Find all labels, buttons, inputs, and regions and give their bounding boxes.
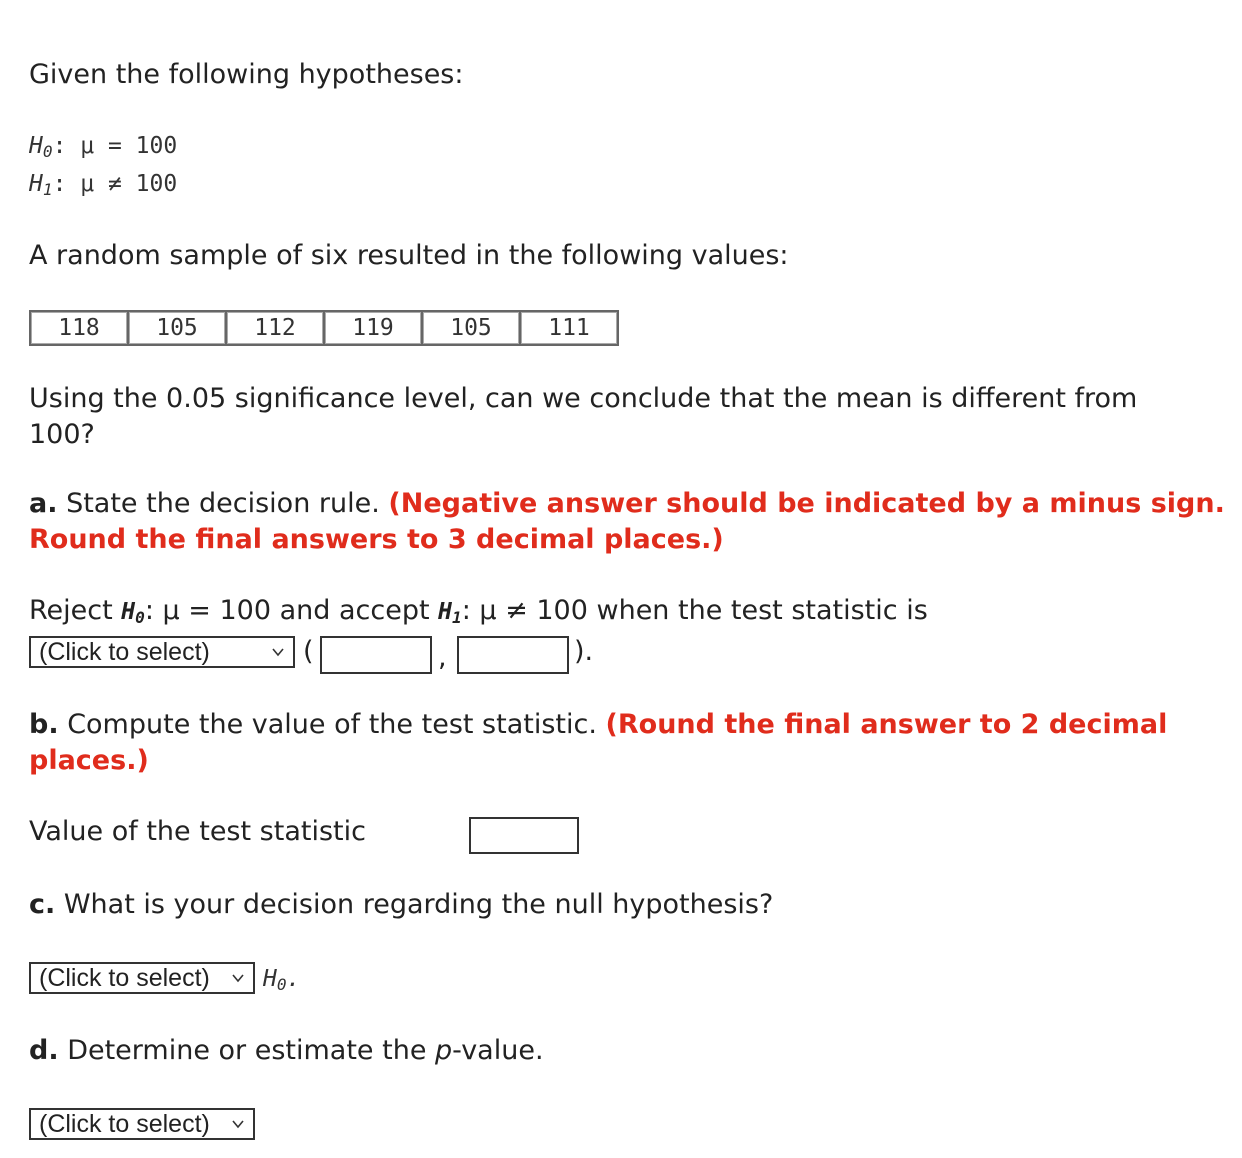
h0-label: $H_0$	[29, 133, 53, 162]
h1-statement: : μ ≠ 100	[52, 171, 178, 197]
table-row	[30, 311, 618, 345]
open-paren: (	[303, 636, 314, 667]
part-d-heading	[29, 1033, 544, 1069]
chevron-down-icon	[231, 1117, 245, 1131]
sample-value: 118	[30, 311, 128, 345]
p-value-select[interactable]	[29, 1108, 255, 1140]
reject-word: Reject	[29, 595, 113, 626]
sample-value: 119	[324, 311, 422, 345]
chevron-down-icon	[231, 971, 245, 985]
sample-values-table	[29, 310, 619, 346]
decision-select[interactable]	[29, 962, 255, 994]
decision-h0: $H_0$.	[263, 966, 301, 995]
reject-h1: $H_1$	[438, 599, 462, 628]
test-statistic-input[interactable]	[469, 817, 579, 854]
chevron-down-icon	[271, 645, 285, 659]
decision-rule-text	[29, 593, 928, 630]
part-b-text: Compute the value of the test statistic.	[67, 709, 597, 740]
part-a-letter: a.	[29, 488, 58, 519]
part-a-heading	[29, 486, 1225, 522]
p-italic: p	[435, 1035, 453, 1066]
decision-rule-select[interactable]	[29, 636, 295, 668]
select-value: (Click to select)	[39, 1110, 210, 1138]
close-paren: ).	[574, 636, 594, 667]
reject-h0: $H_0$	[121, 599, 145, 628]
alternative-hypothesis	[29, 165, 177, 203]
part-b-note-2: places.)	[29, 745, 149, 776]
part-d-text: Determine or estimate the	[67, 1035, 427, 1066]
test-statistic-label: Value of the test statistic	[29, 816, 366, 847]
sample-value: 112	[226, 311, 324, 345]
reject-mid: : μ = 100 and accept	[144, 595, 430, 626]
part-b-heading	[29, 707, 1167, 743]
comma: ,	[438, 642, 447, 673]
sample-value: 111	[520, 311, 618, 345]
sample-value: 105	[422, 311, 520, 345]
question-line-1: Using the 0.05 significance level, can we conclude that the mean is different from	[29, 383, 1138, 414]
select-value: (Click to select)	[39, 638, 210, 666]
critical-value-lower-input[interactable]	[320, 636, 432, 674]
part-a-note-1: (Negative answer should be indicated by a minus sign.	[388, 488, 1225, 519]
sample-value: 105	[128, 311, 226, 345]
part-c-heading	[29, 887, 773, 923]
null-hypothesis	[29, 127, 177, 165]
select-value: (Click to select)	[39, 964, 210, 992]
reject-end: : μ ≠ 100 when the test statistic is	[461, 595, 928, 626]
part-a-text: State the decision rule.	[66, 488, 380, 519]
part-c-text: What is your decision regarding the null hypothesis?	[63, 889, 774, 920]
sample-intro: A random sample of six resulted in the following values:	[29, 240, 789, 271]
part-b-note-1: (Round the final answer to 2 decimal	[605, 709, 1168, 740]
critical-value-upper-input[interactable]	[457, 636, 569, 674]
part-b-letter: b.	[29, 709, 59, 740]
h1-label: $H_1$	[29, 171, 53, 200]
part-a-note-2: Round the final answers to 3 decimal places.)	[29, 524, 724, 555]
part-d-suffix: -value.	[452, 1035, 544, 1066]
part-d-letter: d.	[29, 1035, 59, 1066]
question-line-2: 100?	[29, 419, 95, 450]
intro-text: Given the following hypotheses:	[29, 59, 464, 90]
part-c-letter: c.	[29, 889, 56, 920]
h0-statement: : μ = 100	[52, 133, 178, 159]
